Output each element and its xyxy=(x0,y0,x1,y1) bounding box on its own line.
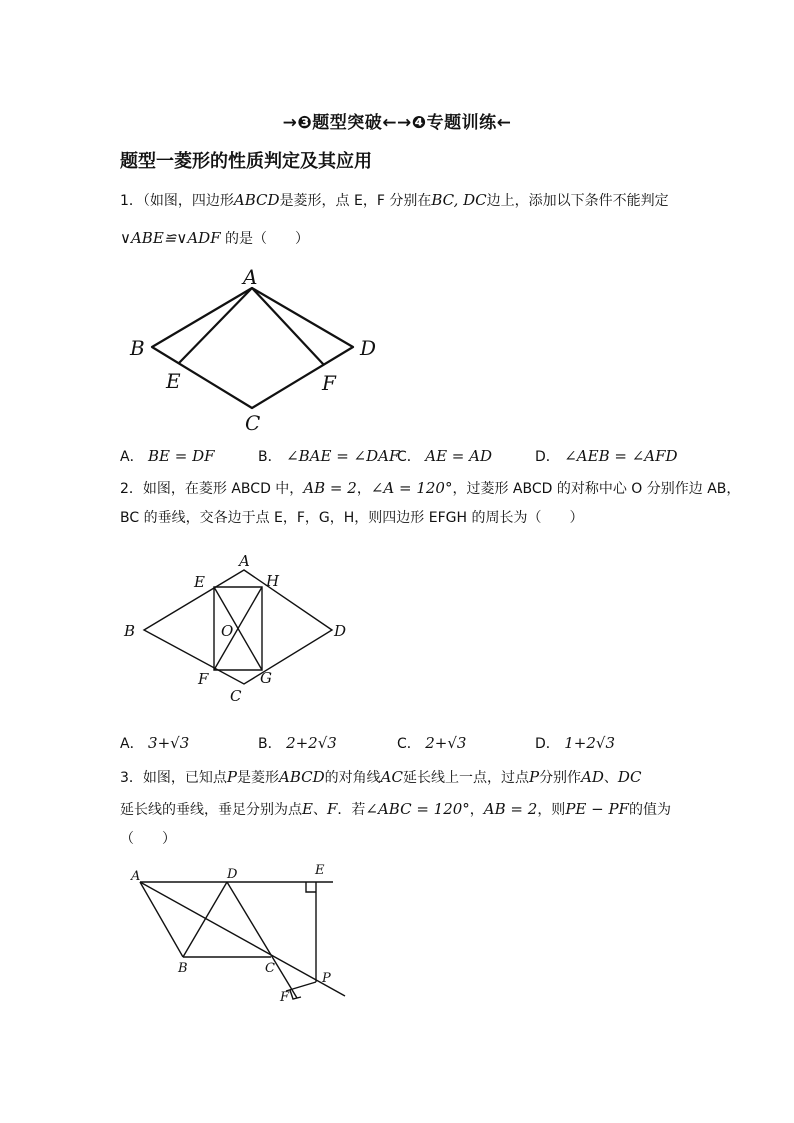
q1-option-a[interactable]: A． BE = DF xyxy=(120,447,215,465)
q3-figure xyxy=(120,860,360,1010)
q3-line-acp xyxy=(140,882,345,996)
q2-option-c[interactable]: C． 2+√3 xyxy=(397,734,467,752)
section-title: 题型一菱形的性质判定及其应用 xyxy=(120,151,372,172)
q2-figure xyxy=(120,550,360,708)
q2-text-line2: BC 的垂线，交各边于点 E，F，G，H，则四边形 EFGH 的周长为（ ） xyxy=(120,510,584,526)
q1-label-b: B xyxy=(130,336,145,360)
q3-label-p: P xyxy=(322,971,331,986)
q2-label-g: G xyxy=(260,669,272,687)
q3-text-line1: 3．如图，已知点P是菱形ABCD的对角线AC延长线上一点，过点P分别作AD、DC xyxy=(120,768,642,786)
q2-option-d[interactable]: D． 1+2√3 xyxy=(535,734,615,752)
q1-option-c[interactable]: C． AE = AD xyxy=(397,447,492,465)
q3-label-e: E xyxy=(315,863,325,878)
q1-text-line2: ∨ABE≌∨ADF 的是（ ） xyxy=(120,229,310,247)
q3-line-dcf xyxy=(227,882,297,998)
q2-label-o: O xyxy=(221,622,234,640)
q3-text-line3: （ ） xyxy=(120,831,176,847)
q2-label-a: A xyxy=(239,552,250,570)
q2-label-e: E xyxy=(194,573,205,591)
q3-label-c: C xyxy=(265,961,275,976)
q3-label-d: D xyxy=(227,867,238,882)
q2-label-d: D xyxy=(334,622,347,640)
q1-option-d[interactable]: D． ∠AEB = ∠AFD xyxy=(535,447,678,465)
banner: →❸题型突破←→❹专题训练← xyxy=(282,113,512,133)
q1-label-d: D xyxy=(360,336,377,360)
q3-segment-db xyxy=(183,882,227,957)
q1-segment-af xyxy=(252,288,324,365)
q2-label-c: C xyxy=(230,687,242,705)
q2-option-b[interactable]: B． 2+2√3 xyxy=(258,734,337,752)
q3-label-b: B xyxy=(178,961,188,976)
q1-option-b[interactable]: B． ∠BAE = ∠DAF xyxy=(258,447,400,465)
q3-right-angle-e xyxy=(306,882,316,892)
q3-label-a: A xyxy=(131,869,141,884)
q2-option-a[interactable]: A． 3+√3 xyxy=(120,734,190,752)
q1-label-a: A xyxy=(243,265,258,289)
q3-text-line2: 延长线的垂线，垂足分别为点E、F．若∠ABC = 120°，AB = 2，则PE − PF的值为 xyxy=(120,800,671,818)
q1-label-c: C xyxy=(245,411,261,435)
q2-label-f: F xyxy=(198,670,209,688)
q1-figure xyxy=(120,262,390,437)
q2-label-h: H xyxy=(266,572,280,590)
q1-label-e: E xyxy=(166,369,181,393)
q2-text-line1: 2．如图，在菱形 ABCD 中，AB = 2，∠A = 120°，过菱形 ABCD 的对称中心 O 分别作边 AB， xyxy=(120,479,741,497)
q1-text-line1: 1．（如图，四边形ABCD是菱形，点 E，F 分别在BC, DC边上，添加以下条件不能判定 xyxy=(120,191,669,209)
q2-label-b: B xyxy=(124,622,136,640)
q1-label-f: F xyxy=(322,371,336,395)
q3-label-f: F xyxy=(280,990,290,1005)
